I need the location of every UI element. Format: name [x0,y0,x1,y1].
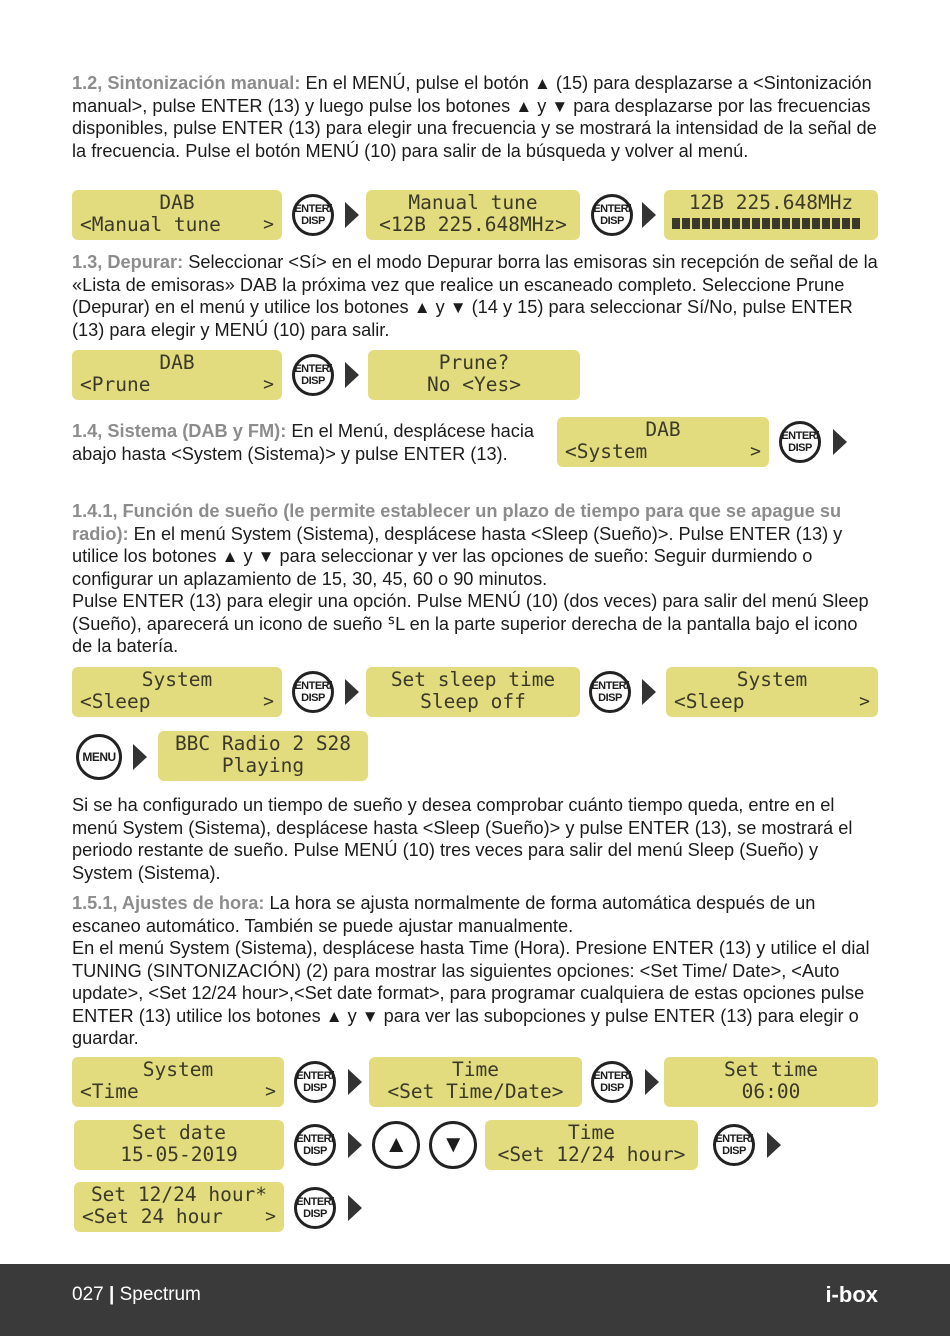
up-arrow-icon: ▲ [221,547,239,566]
arrow-right-icon [642,679,656,705]
enter-disp-button[interactable]: ENTER/ DISP [589,671,631,713]
chevron-right-icon: > [263,374,274,395]
arrow-right-icon [348,1069,362,1095]
lcd-display: DAB <Manual tune > [72,190,282,240]
enter-disp-button[interactable]: ENTER/ DISP [294,1124,336,1166]
down-button[interactable] [429,1121,477,1169]
enter-disp-button[interactable]: ENTER/ DISP [779,421,821,463]
arrow-right-icon [345,202,359,228]
up-arrow-icon: ▲ [384,1131,408,1158]
chevron-right-icon: > [265,1206,276,1227]
chevron-right-icon: > [859,691,870,712]
section-time-text: 1.5.1, Ajustes de hora: La hora se ajusta normalmente de forma automática después de un escaneo automático. También se puede ajustar manualmente. En el menú System (Sistema), desplácese hasta Time (Hora). Presione ENTER (13) y utilice el dial TUNING (SINTONIZACIÓN) (2) para mostrar las siguientes opciones: <Set Time/ Date>, <Auto update>, <Set 12/24 hour>,<Set date format>, para programar cualquiera de estas opciones pulse ENTER (13) utilice los botones ▲ y ▼ para ver las subopciones y pulse ENTER (13) para elegir o guardar. [72,893,870,1048]
lcd-display: Set sleep time Sleep off [366,667,580,717]
enter-disp-button[interactable]: ENTER/ DISP [294,1061,336,1103]
up-arrow-icon: ▲ [515,96,533,116]
enter-disp-button[interactable]: ENTER/ DISP [294,1187,336,1229]
section-system-text: 1.4, Sistema (DAB y FM): En el Menú, desplácese hacia abajo hasta <System (Sistema)> y pulse ENTER (13). [72,421,534,464]
enter-disp-button[interactable]: ENTER/ DISP [591,194,633,236]
lcd-display: Prune? No <Yes> [368,350,580,400]
section-heading: 1.4.1, Función de sueño (le permite establecer un plazo de tiempo para que se apague su radio): [72,501,842,544]
section-heading: 1.2, Sintonización manual: [72,73,301,93]
arrow-right-icon [345,362,359,388]
lcd-display: Set 12/24 hour* <Set 24 hour > [74,1182,284,1232]
enter-disp-button[interactable]: ENTER/ DISP [591,1061,633,1103]
lcd-display: Time <Set Time/Date> [369,1057,582,1107]
section-prune-text: 1.3, Depurar: Seleccionar <Sí> en el modo Depurar borra las emisoras sin recepción de señal de la «Lista de emisoras» DAB la próxima vez que realice un escaneado completo. Seleccione Prune (Depurar) en el menú y utilice los botones ▲ y ▼ (14 y 15) para seleccionar Sí/No, pulse ENTER (13) para elegir y MENÚ (10) para salir. [72,252,878,340]
chevron-right-icon: > [265,1081,276,1102]
lcd-display: Set date 15-05-2019 [74,1120,284,1170]
lcd-display: Time <Set 12/24 hour> [485,1120,698,1170]
enter-disp-button[interactable]: ENTER/ DISP [292,671,334,713]
signal-strength-bar [672,218,860,229]
page-number: 027 | Spectrum [72,1284,201,1305]
menu-button[interactable]: MENU [76,734,122,780]
chevron-right-icon: > [750,441,761,462]
page-footer [0,1264,950,1336]
down-arrow-icon: ▼ [441,1131,465,1158]
arrow-right-icon [345,679,359,705]
arrow-right-icon [348,1195,362,1221]
enter-disp-button[interactable]: ENTER/ DISP [713,1124,755,1166]
sleep-note-text: Si se ha configurado un tiempo de sueño y desea comprobar cuánto tiempo queda, entre en el menú System (Sistema), desplácese hasta <Sleep (Sueño)> y pulse ENTER (13), se mostrará el periodo restante de sueño. Pulse MENÚ (10) tres veces para salir del menú Sleep (Sueño) y System (Sistema). [72,795,853,883]
section-heading: 1.4, Sistema (DAB y FM): [72,421,287,441]
lcd-display: System <Sleep > [666,667,878,717]
arrow-right-icon [642,202,656,228]
brand-logo: i-box [825,1282,878,1307]
down-arrow-icon: ▼ [257,547,275,566]
lcd-display: 12B 225.648MHz [664,190,878,240]
arrow-right-icon [833,429,847,455]
down-arrow-icon: ▼ [551,96,569,116]
arrow-right-icon [348,1132,362,1158]
section-heading: 1.5.1, Ajustes de hora: [72,893,265,913]
arrow-right-icon [133,744,147,770]
lcd-display: Set time 06:00 [664,1057,878,1107]
enter-disp-button[interactable]: ENTER/ DISP [292,354,334,396]
arrow-right-icon [767,1132,781,1158]
down-arrow-icon: ▼ [449,298,467,317]
up-arrow-icon: ▲ [533,74,551,93]
up-arrow-icon: ▲ [325,1006,343,1026]
lcd-display: Manual tune <12B 225.648MHz> [366,190,580,240]
up-button[interactable] [372,1121,420,1169]
section-manual-tune-text: 1.2, Sintonización manual: En el MENÚ, pulse el botón ▲ (15) para desplazarse a <Sintonización manual>, pulse ENTER (13) y luego pulse los botones ▲ y ▼ para desplazarse por las frecuencias disponibles, pulse ENTER (13) para elegir una frecuencia y se mostrará la intensidad de la señal de la frecuencia. Pulse el botón MENÚ (10) para salir de la búsqueda y volver al menú. [72,73,877,161]
section-sleep-text: 1.4.1, Función de sueño (le permite establecer un plazo de tiempo para que se apague su radio): En el menú System (Sistema), desplácese hasta <Sleep (Sueño)>. Pulse ENTER (13) y utilice los botones ▲ y ▼ para seleccionar y ver las opciones de sueño: Seguir durmiendo o configurar un aplazamiento de 15, 30, 45, 60 o 90 minutos. Pulse ENTER (13) para elegir una opción. Pulse MENÚ (10) (dos veces) para salir del menú Sleep (Sueño), aparecerá un icono de sueño ᔆL en la parte superior derecha de la pantalla bajo el icono de la batería. [72,501,869,656]
lcd-display: System <Time > [72,1057,284,1107]
lcd-display: DAB <System > [557,417,769,467]
down-arrow-icon: ▼ [361,1006,379,1026]
chevron-right-icon: > [263,214,274,235]
lcd-display: DAB <Prune > [72,350,282,400]
lcd-display: BBC Radio 2 S28 Playing [158,731,368,781]
up-arrow-icon: ▲ [413,298,431,317]
arrow-right-icon [645,1069,659,1095]
chevron-right-icon: > [263,691,274,712]
enter-disp-button[interactable]: ENTER/ DISP [292,194,334,236]
lcd-display: System <Sleep > [72,667,282,717]
section-heading: 1.3, Depurar: [72,252,184,272]
